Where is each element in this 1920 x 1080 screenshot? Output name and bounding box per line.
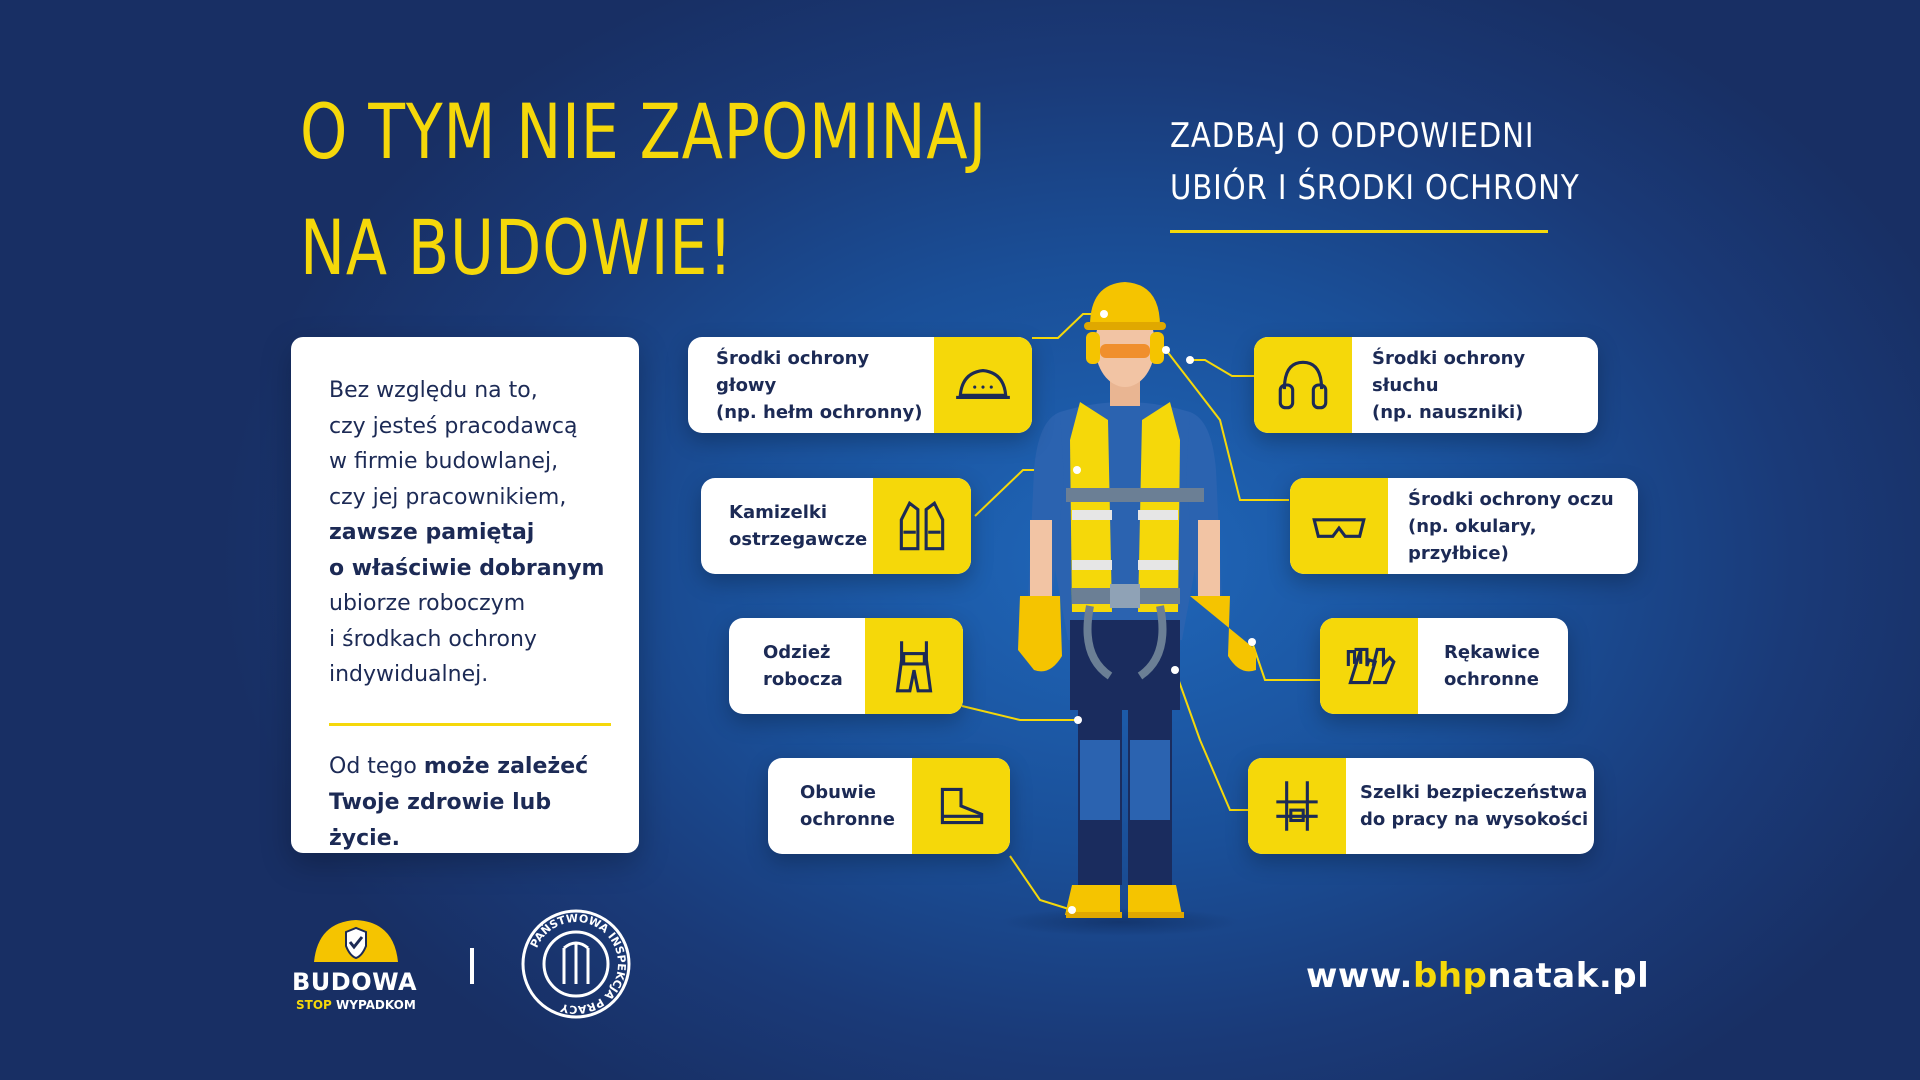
card-workwear: Odzież robocza <box>729 618 963 714</box>
harness-icon <box>1248 758 1346 854</box>
card-footwear: Obuwie ochronne <box>768 758 1010 854</box>
goggles-icon <box>1290 478 1388 574</box>
card-eye-protection: Środki ochrony oczu (np. okulary, przyłbice) <box>1290 478 1638 574</box>
logo-separator <box>470 948 474 984</box>
card-hearing-protection: Środki ochrony słuchu (np. nauszniki) <box>1254 337 1598 433</box>
budowa-logo: BUDOWA STOP WYPADKOM <box>286 916 426 1016</box>
hard-hat-icon <box>934 337 1032 433</box>
svg-text:PAŃSTWOWA INSPEKCJA PRACY: PAŃSTWOWA INSPEKCJA PRACY <box>527 911 629 1017</box>
vest-icon <box>873 478 971 574</box>
website-url[interactable]: www.bhpnatak.pl <box>1306 956 1650 996</box>
intro-footer: Od tego może zależeć Twoje zdrowie lub życie. <box>329 754 589 851</box>
card-head-protection: Środki ochrony głowy (np. hełm ochronny) <box>688 337 1032 433</box>
card-gloves: Rękawice ochronne <box>1320 618 1568 714</box>
helmet-shield-icon <box>306 916 446 976</box>
intro-text: Bez względu na to, czy jesteś pracodawcą w firmie budowlanej, czy jej pracownikiem, zawsze pamiętaj o właściwie dobranym ubiorze roboczym i środkach ochrony indywidualnej. <box>329 378 605 687</box>
gloves-icon <box>1320 618 1418 714</box>
page-title: O TYM NIE ZAPOMINAJ NA BUDOWIE! <box>300 87 988 292</box>
card-vests: Kamizelki ostrzegawcze <box>701 478 971 574</box>
overalls-icon <box>865 618 963 714</box>
boot-icon <box>912 758 1010 854</box>
subtitle: ZADBAJ O ODPOWIEDNI UBIÓR I ŚRODKI OCHRONY <box>1170 116 1580 208</box>
card-safety-harness: Szelki bezpieczeństwa do pracy na wysokości <box>1248 758 1594 854</box>
pip-logo <box>520 908 632 1020</box>
ear-muffs-icon <box>1254 337 1352 433</box>
